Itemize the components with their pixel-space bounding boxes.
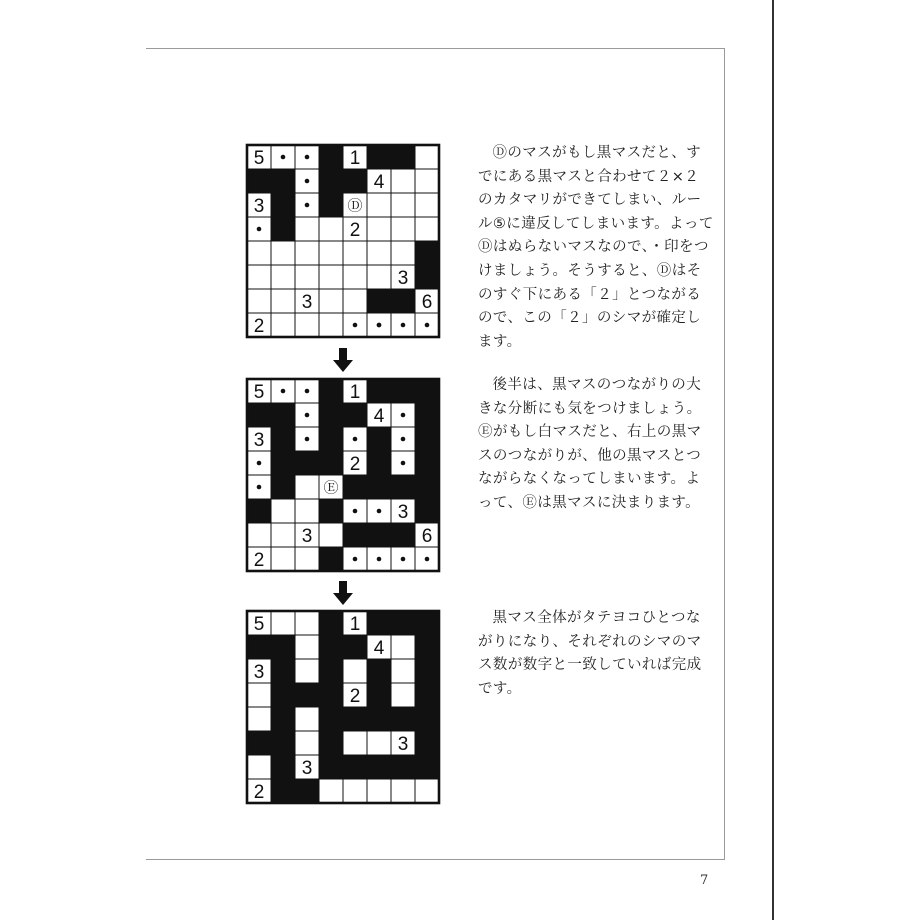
black-cell — [319, 145, 343, 169]
black-cell — [367, 659, 391, 683]
clue-number: 5 — [253, 382, 265, 403]
black-cell — [415, 265, 439, 289]
black-cell — [271, 683, 295, 707]
black-cell — [391, 289, 415, 313]
down-arrow-icon — [333, 581, 353, 605]
black-cell — [271, 755, 295, 779]
clue-number: 3 — [397, 268, 409, 289]
black-cell — [271, 427, 295, 451]
dot-mark — [401, 557, 406, 562]
black-cell — [271, 451, 295, 475]
black-cell — [415, 499, 439, 523]
black-cell — [391, 707, 415, 731]
black-cell — [391, 145, 415, 169]
black-cell — [367, 451, 391, 475]
black-cell — [367, 523, 391, 547]
clue-number: 2 — [349, 454, 361, 475]
black-cell — [271, 635, 295, 659]
black-cell — [319, 169, 343, 193]
black-cell — [319, 451, 343, 475]
circled-e-label: Ⓔ — [323, 478, 339, 497]
black-cell — [271, 707, 295, 731]
black-cell — [391, 755, 415, 779]
dot-mark — [425, 557, 430, 562]
explanation-paragraph-3: 黒マス全体がタテヨコひとつながりになり、それぞれのシマのマス数が数字と一致していれば完成です。 — [478, 610, 702, 697]
clue-number: 3 — [301, 292, 313, 313]
dot-mark — [281, 389, 286, 394]
circled-d-label: Ⓓ — [347, 196, 363, 215]
dot-mark — [401, 437, 406, 442]
dot-mark — [401, 323, 406, 328]
clue-number: 2 — [349, 220, 361, 241]
black-cell — [415, 241, 439, 265]
black-cell — [415, 451, 439, 475]
dot-mark — [257, 485, 262, 490]
black-cell — [343, 403, 367, 427]
black-cell — [271, 217, 295, 241]
dot-mark — [401, 461, 406, 466]
puzzle-grid-step-2 — [244, 376, 442, 574]
clue-number: 4 — [373, 172, 385, 193]
black-cell — [247, 499, 271, 523]
black-cell — [247, 731, 271, 755]
clue-number: 1 — [349, 614, 361, 635]
clue-number: 1 — [349, 148, 361, 169]
dot-mark — [353, 323, 358, 328]
clue-number: 3 — [301, 758, 313, 779]
clue-number: 6 — [421, 526, 433, 547]
black-cell — [319, 635, 343, 659]
black-cell — [319, 659, 343, 683]
black-cell — [319, 193, 343, 217]
dot-mark — [305, 413, 310, 418]
black-cell — [415, 403, 439, 427]
explanation-paragraph-2: 後半は、黒マスのつながりの大きな分断にも気をつけましょう。Ⓔがもし白マスだと、右上の黒マスのつながりが、他の黒マスとつながらなくなってしまいます。よって、Ⓔは黒マスに決まります。 — [478, 377, 702, 511]
black-cell — [271, 779, 295, 803]
dot-mark — [377, 509, 382, 514]
clue-number: 4 — [373, 406, 385, 427]
black-cell — [343, 523, 367, 547]
clue-number: 6 — [421, 292, 433, 313]
black-cell — [319, 707, 343, 731]
black-cell — [415, 475, 439, 499]
dot-mark — [305, 203, 310, 208]
black-cell — [367, 475, 391, 499]
page-edge — [772, 0, 774, 920]
black-cell — [415, 707, 439, 731]
clue-number: 3 — [253, 662, 265, 683]
black-cell — [415, 683, 439, 707]
puzzle-grid-step-1 — [244, 142, 442, 340]
black-cell — [343, 169, 367, 193]
black-cell — [319, 547, 343, 571]
dot-mark — [353, 557, 358, 562]
dot-mark — [257, 461, 262, 466]
black-cell — [271, 169, 295, 193]
dot-mark — [281, 155, 286, 160]
dot-mark — [401, 413, 406, 418]
black-cell — [367, 427, 391, 451]
black-cell — [391, 523, 415, 547]
clue-number: 5 — [253, 148, 265, 169]
black-cell — [343, 755, 367, 779]
black-cell — [271, 403, 295, 427]
black-cell — [391, 379, 415, 403]
puzzle-grid-solution — [244, 608, 442, 806]
clue-number: 2 — [349, 686, 361, 707]
black-cell — [415, 755, 439, 779]
black-cell — [367, 683, 391, 707]
black-cell — [367, 707, 391, 731]
black-cell — [271, 193, 295, 217]
black-cell — [343, 635, 367, 659]
black-cell — [247, 403, 271, 427]
black-cell — [271, 659, 295, 683]
clue-number: 3 — [301, 526, 313, 547]
black-cell — [247, 169, 271, 193]
clue-number: 5 — [253, 614, 265, 635]
black-cell — [391, 611, 415, 635]
clue-number: 3 — [397, 502, 409, 523]
black-cell — [367, 145, 391, 169]
clue-number: 2 — [253, 782, 265, 803]
black-cell — [415, 659, 439, 683]
dot-mark — [377, 323, 382, 328]
dot-mark — [305, 155, 310, 160]
black-cell — [319, 427, 343, 451]
black-cell — [319, 379, 343, 403]
black-cell — [319, 683, 343, 707]
dot-mark — [257, 227, 262, 232]
black-cell — [319, 403, 343, 427]
dot-mark — [305, 389, 310, 394]
black-cell — [343, 707, 367, 731]
black-cell — [415, 427, 439, 451]
clue-number: 3 — [397, 734, 409, 755]
black-cell — [247, 635, 271, 659]
dot-mark — [305, 437, 310, 442]
clue-number: 2 — [253, 550, 265, 571]
page-number: 7 — [700, 873, 709, 888]
black-cell — [415, 379, 439, 403]
black-cell — [415, 635, 439, 659]
clue-number: 1 — [349, 382, 361, 403]
black-cell — [271, 475, 295, 499]
black-cell — [319, 755, 343, 779]
black-cell — [295, 683, 319, 707]
black-cell — [367, 289, 391, 313]
clue-number: 3 — [253, 430, 265, 451]
explanation-paragraph-1: Ⓓのマスがもし黒マスだと、すでにある黒マスと合わせて２×２のカタマリができてしまい、ルール⑤に違反してしまいます。よってⒹはぬらないマスなので、・印をつけましょう。そうすると、Ⓓはそのすぐ下にある「２」とつながるので、この「２」のシマが確定します。 — [478, 145, 714, 350]
dot-mark — [353, 509, 358, 514]
black-cell — [271, 731, 295, 755]
dot-mark — [425, 323, 430, 328]
down-arrow-icon — [333, 348, 353, 372]
black-cell — [319, 611, 343, 635]
clue-number: 2 — [253, 316, 265, 337]
black-cell — [367, 755, 391, 779]
black-cell — [415, 611, 439, 635]
black-cell — [295, 779, 319, 803]
clue-number: 4 — [373, 638, 385, 659]
black-cell — [343, 475, 367, 499]
dot-mark — [353, 437, 358, 442]
black-cell — [367, 611, 391, 635]
black-cell — [391, 475, 415, 499]
black-cell — [319, 731, 343, 755]
black-cell — [415, 731, 439, 755]
black-cell — [319, 499, 343, 523]
dot-mark — [377, 557, 382, 562]
clue-number: 3 — [253, 196, 265, 217]
black-cell — [295, 451, 319, 475]
black-cell — [367, 379, 391, 403]
dot-mark — [305, 179, 310, 184]
